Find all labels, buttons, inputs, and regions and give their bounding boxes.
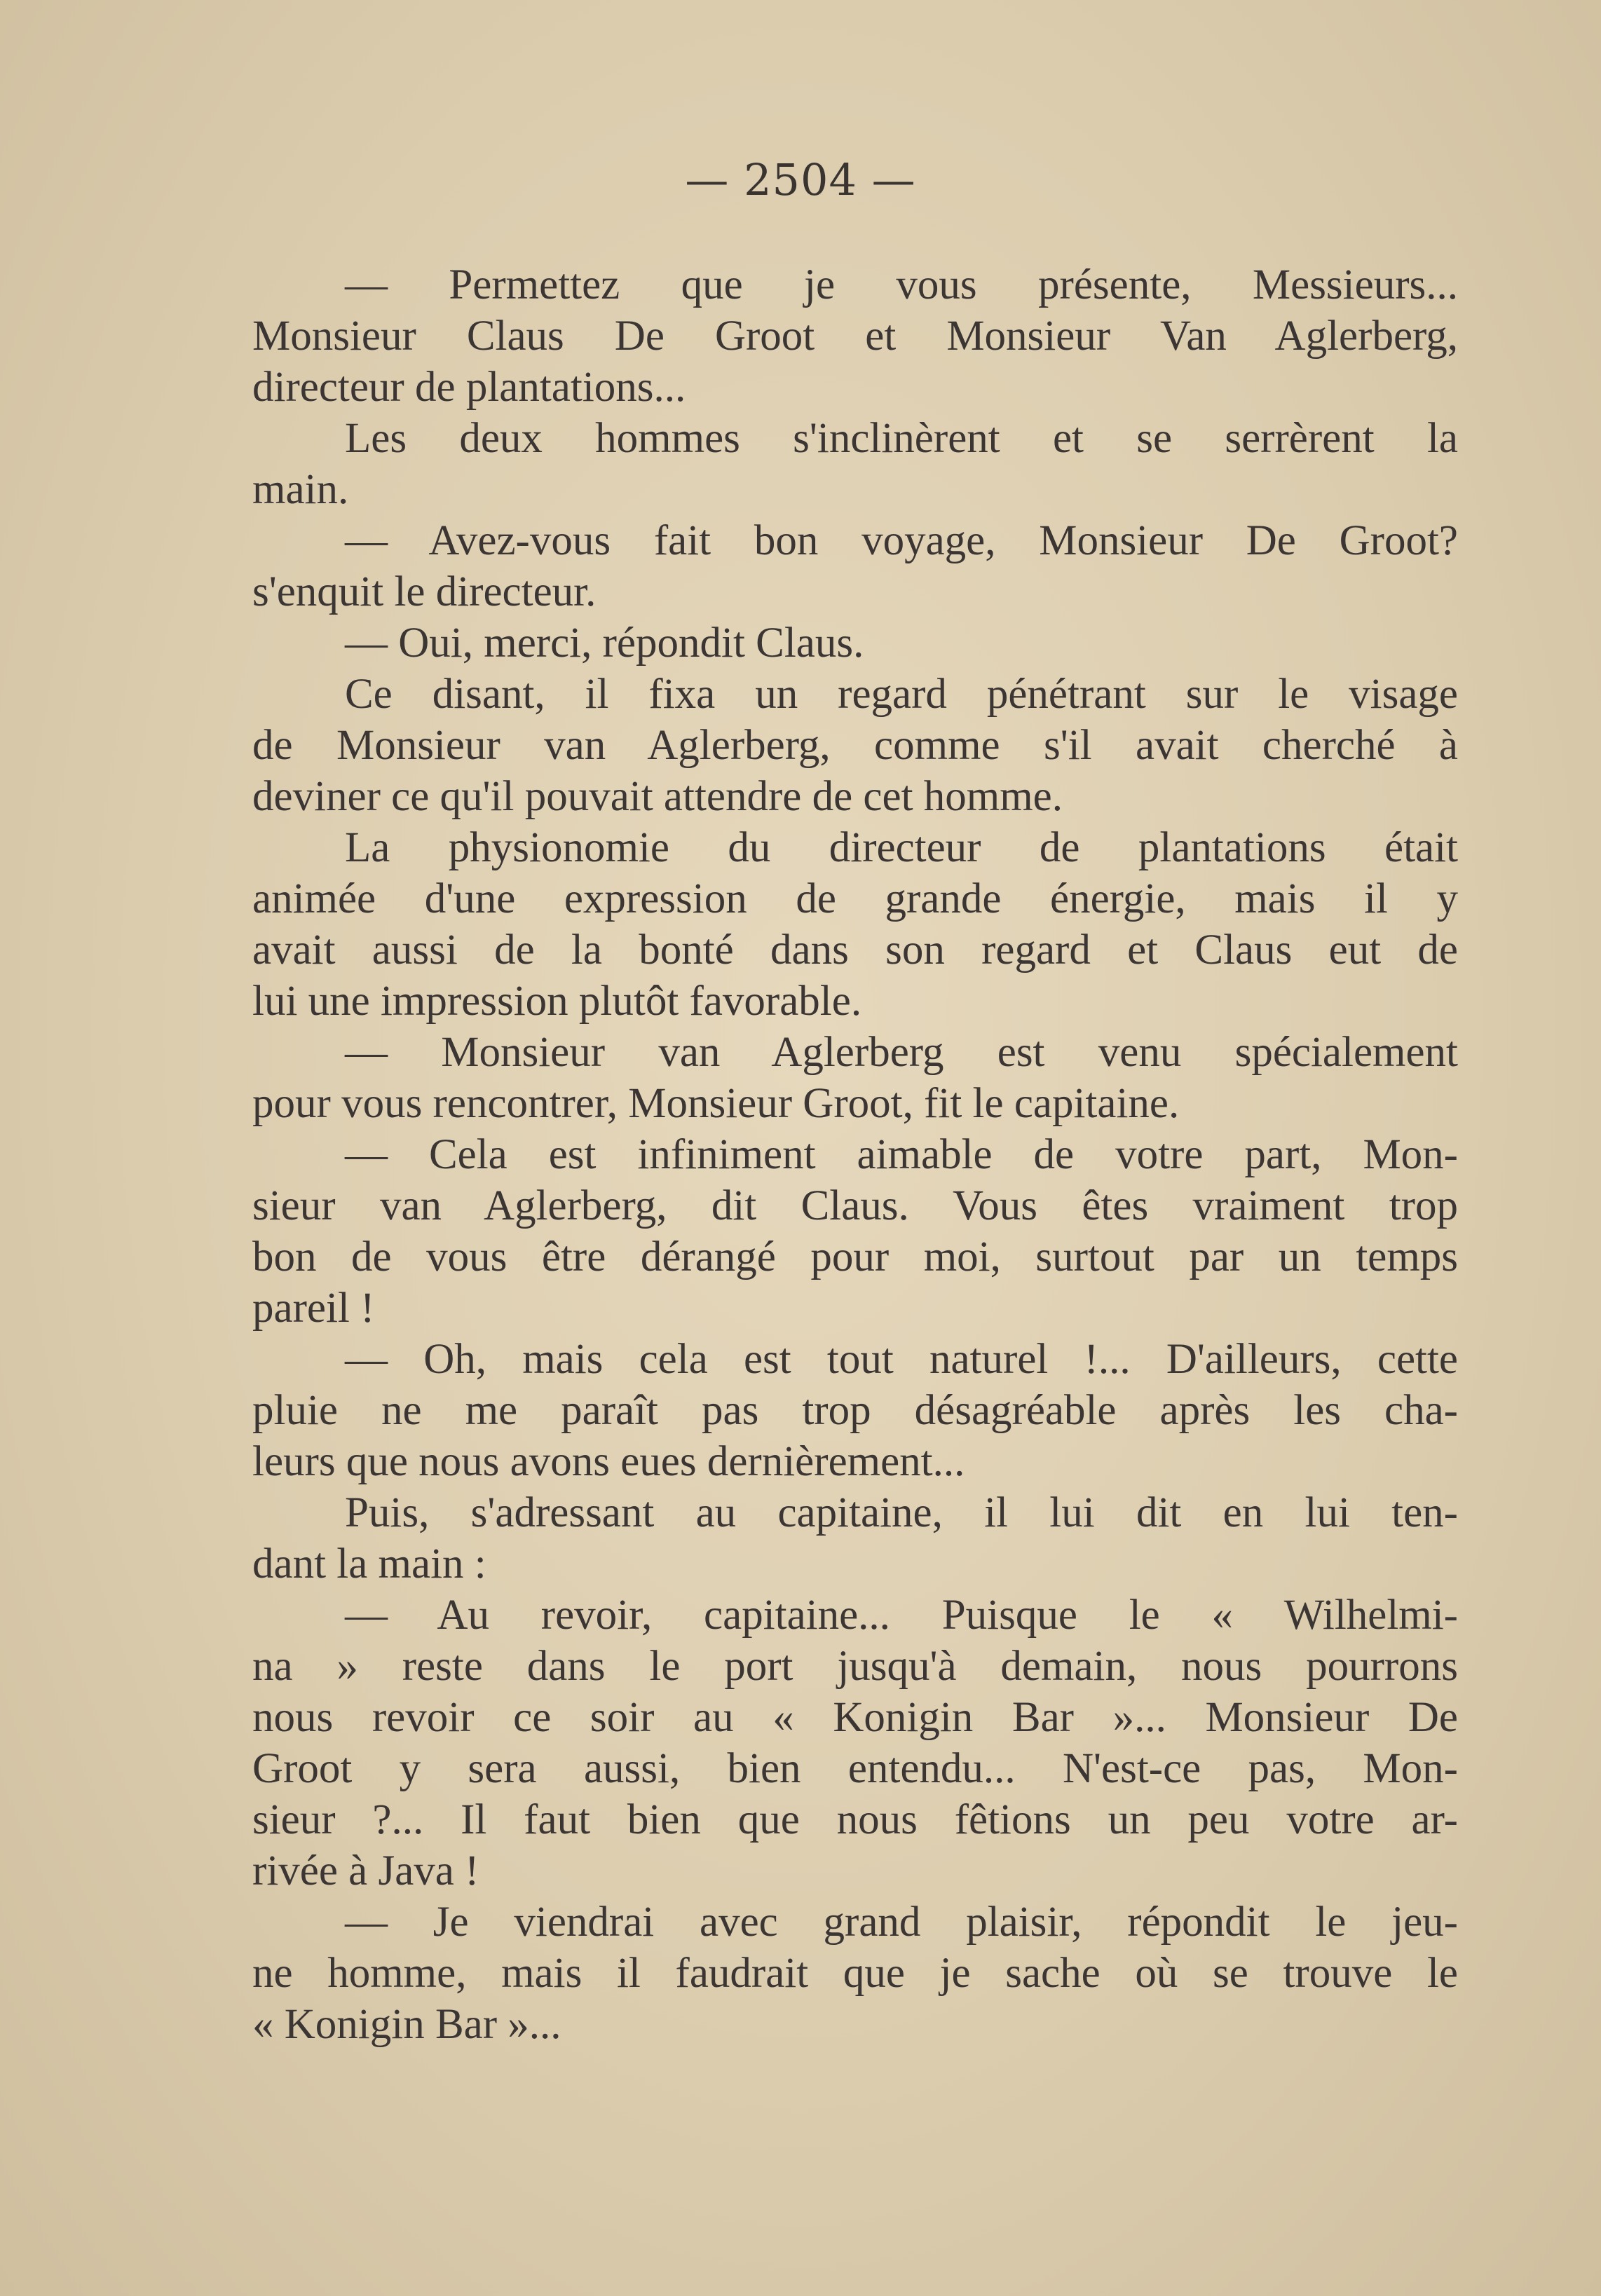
text-line: ne homme, mais il faudrait que je sache où se trouve le — [252, 1950, 1458, 1997]
text-line: — Permettez que je vous présente, Messieurs... — [345, 261, 1458, 308]
text-line: « Konigin Bar »... — [252, 2001, 561, 2048]
text-line: directeur de plantations... — [252, 364, 686, 411]
text-line: sieur van Aglerberg, dit Claus. Vous êtes vraiment trop — [252, 1182, 1458, 1229]
text-line: sieur ?... Il faut bien que nous fêtions un peu votre ar- — [252, 1796, 1458, 1843]
text-line: animée d'une expression de grande énergie, mais il y — [252, 875, 1458, 922]
text-line: de Monsieur van Aglerberg, comme s'il avait cherché à — [252, 722, 1458, 769]
text-line: pareil ! — [252, 1285, 375, 1332]
text-line: avait aussi de la bonté dans son regard et Claus eut de — [252, 927, 1458, 973]
text-line: pluie ne me paraît pas trop désagréable après les cha- — [252, 1387, 1458, 1434]
text-line: — Oui, merci, répondit Claus. — [345, 620, 864, 667]
text-line: La physionomie du directeur de plantations était — [345, 824, 1458, 871]
text-line: main. — [252, 466, 349, 513]
text-line: leurs que nous avons eues dernièrement... — [252, 1438, 965, 1485]
text-line: Groot y sera aussi, bien entendu... N'est-ce pas, Mon- — [252, 1745, 1458, 1792]
text-line: — Monsieur van Aglerberg est venu spécialement — [345, 1029, 1458, 1076]
page-number: — 2504 — — [685, 154, 916, 205]
text-line: — Au revoir, capitaine... Puisque le « Wilhelmi- — [345, 1592, 1458, 1639]
text-line: s'enquit le directeur. — [252, 568, 597, 615]
text-line: nous revoir ce soir au « Konigin Bar »... Monsieur De — [252, 1694, 1458, 1741]
text-line: Les deux hommes s'inclinèrent et se serrèrent la — [345, 415, 1458, 462]
body-text — [252, 259, 1458, 2050]
text-line: — Cela est infiniment aimable de votre part, Mon- — [345, 1131, 1458, 1178]
text-line: Monsieur Claus De Groot et Monsieur Van Aglerberg, — [252, 313, 1458, 360]
text-line: Ce disant, il fixa un regard pénétrant sur le visage — [345, 671, 1458, 718]
text-line: pour vous rencontrer, Monsieur Groot, fit le capitaine. — [252, 1080, 1180, 1127]
text-line: bon de vous être dérangé pour moi, surtout par un temps — [252, 1234, 1458, 1280]
text-line: — Avez-vous fait bon voyage, Monsieur De Groot? — [345, 517, 1458, 564]
text-line: rivée à Java ! — [252, 1847, 479, 1894]
text-line: lui une impression plutôt favorable. — [252, 978, 862, 1025]
text-line: Puis, s'adressant au capitaine, il lui dit en lui ten- — [345, 1489, 1458, 1536]
text-line: deviner ce qu'il pouvait attendre de cet homme. — [252, 773, 1063, 820]
text-line: — Je viendrai avec grand plaisir, répondit le jeu- — [345, 1899, 1458, 1946]
text-line: — Oh, mais cela est tout naturel !... D'ailleurs, cette — [345, 1336, 1458, 1383]
text-line: dant la main : — [252, 1540, 486, 1587]
text-line: na » reste dans le port jusqu'à demain, nous pourrons — [252, 1643, 1458, 1690]
